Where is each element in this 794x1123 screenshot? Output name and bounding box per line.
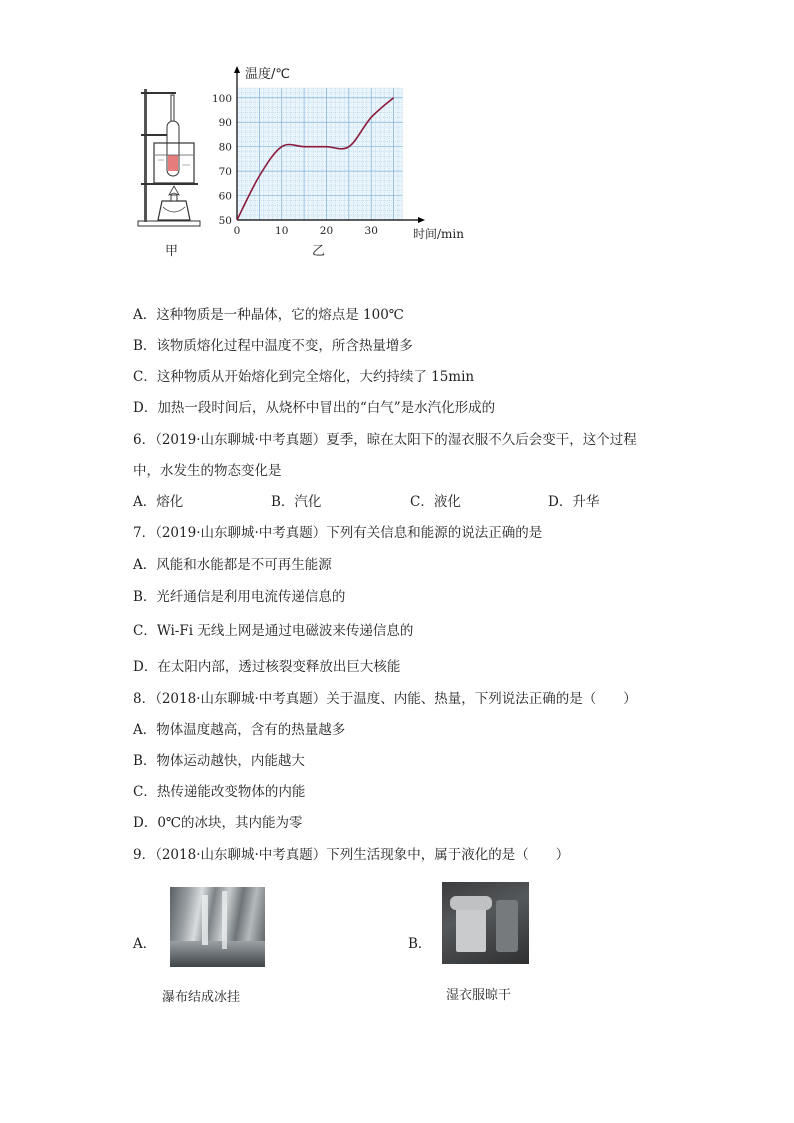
y-tick-label: 60 [218, 190, 232, 203]
q5-option-d: D．加热一段时间后，从烧杯中冒出的“白气”是水汽化形成的 [133, 400, 496, 416]
q8-option-b: B．物体运动越快，内能越大 [133, 753, 305, 769]
y-tick-label: 50 [218, 215, 232, 227]
q8-option-a: A．物体温度越高，含有的热量越多 [133, 722, 346, 738]
q7-option-d: D．在太阳内部，透过核裂变释放出巨大核能 [133, 659, 401, 675]
q7-option-c: C．Wi-Fi 无线上网是通过电磁波来传递信息的 [133, 623, 414, 639]
q9-option-a-label: A． [133, 936, 157, 952]
q6-option-b: B．汽化 [271, 494, 322, 510]
q5-option-c: C．这种物质从开始熔化到完全熔化，大约持续了 15min [133, 369, 475, 385]
q8-option-d: D．0℃的冰块，其内能为零 [133, 815, 303, 831]
y-tick-label: 80 [218, 141, 232, 154]
x-tick-label: 0 [233, 225, 241, 237]
y-tick-label: 100 [211, 92, 232, 105]
q9-option-b-caption: 湿衣服晾干 [446, 988, 512, 1003]
q9-option-a-caption: 瀑布结成冰挂 [162, 990, 241, 1005]
q9-stem: 9．（2018·山东聊城·中考真题）下列生活现象中，属于液化的是（ ） [133, 847, 570, 863]
q7-option-b: B．光纤通信是利用电流传递信息的 [133, 589, 346, 605]
y-tick-label: 70 [218, 166, 232, 179]
q8-stem: 8．（2018·山东聊城·中考真题）关于温度、内能、热量，下列说法正确的是（ ） [133, 691, 637, 707]
q5-option-b: B．该物质熔化过程中温度不变，所含热量增多 [133, 338, 413, 354]
x-tick-label: 10 [275, 225, 289, 237]
y-axis-arrow [234, 66, 240, 73]
frozen-waterfall-photo [170, 887, 265, 967]
q7-stem: 7．（2019·山东聊城·中考真题）下列有关信息和能源的说法正确的是 [133, 525, 543, 541]
q9-option-b-label: B． [408, 936, 432, 952]
q6-option-a: A．熔化 [133, 494, 184, 510]
q6-option-c: C．液化 [410, 494, 461, 510]
q6-stem-line1: 6．（2019·山东聊城·中考真题）夏季，晾在太阳下的湿衣服不久后会变干，这个过程 [133, 432, 637, 448]
grid-background [237, 88, 403, 220]
q8-option-c: C．热传递能改变物体的内能 [133, 784, 306, 800]
y-axis-label: 温度/℃ [245, 67, 290, 82]
apparatus-illustration [136, 85, 206, 235]
x-axis-label: 时间/min [413, 227, 464, 241]
graph-label: 乙 [312, 244, 326, 259]
q7-option-a: A．风能和水能都是不可再生能源 [133, 557, 332, 573]
q6-option-d: D．升华 [548, 494, 600, 510]
x-axis-arrow [418, 217, 425, 223]
x-tick-label: 30 [364, 225, 378, 237]
x-tick-label: 20 [319, 225, 334, 237]
q5-option-a: A．这种物质是一种晶体，它的熔点是 100℃ [133, 307, 404, 323]
q6-stem-line2: 中，水发生的物态变化是 [133, 463, 282, 479]
drying-clothes-photo [442, 882, 529, 964]
apparatus-label: 甲 [165, 244, 179, 259]
temperature-time-graph [205, 58, 464, 258]
y-tick-label: 90 [218, 117, 232, 130]
